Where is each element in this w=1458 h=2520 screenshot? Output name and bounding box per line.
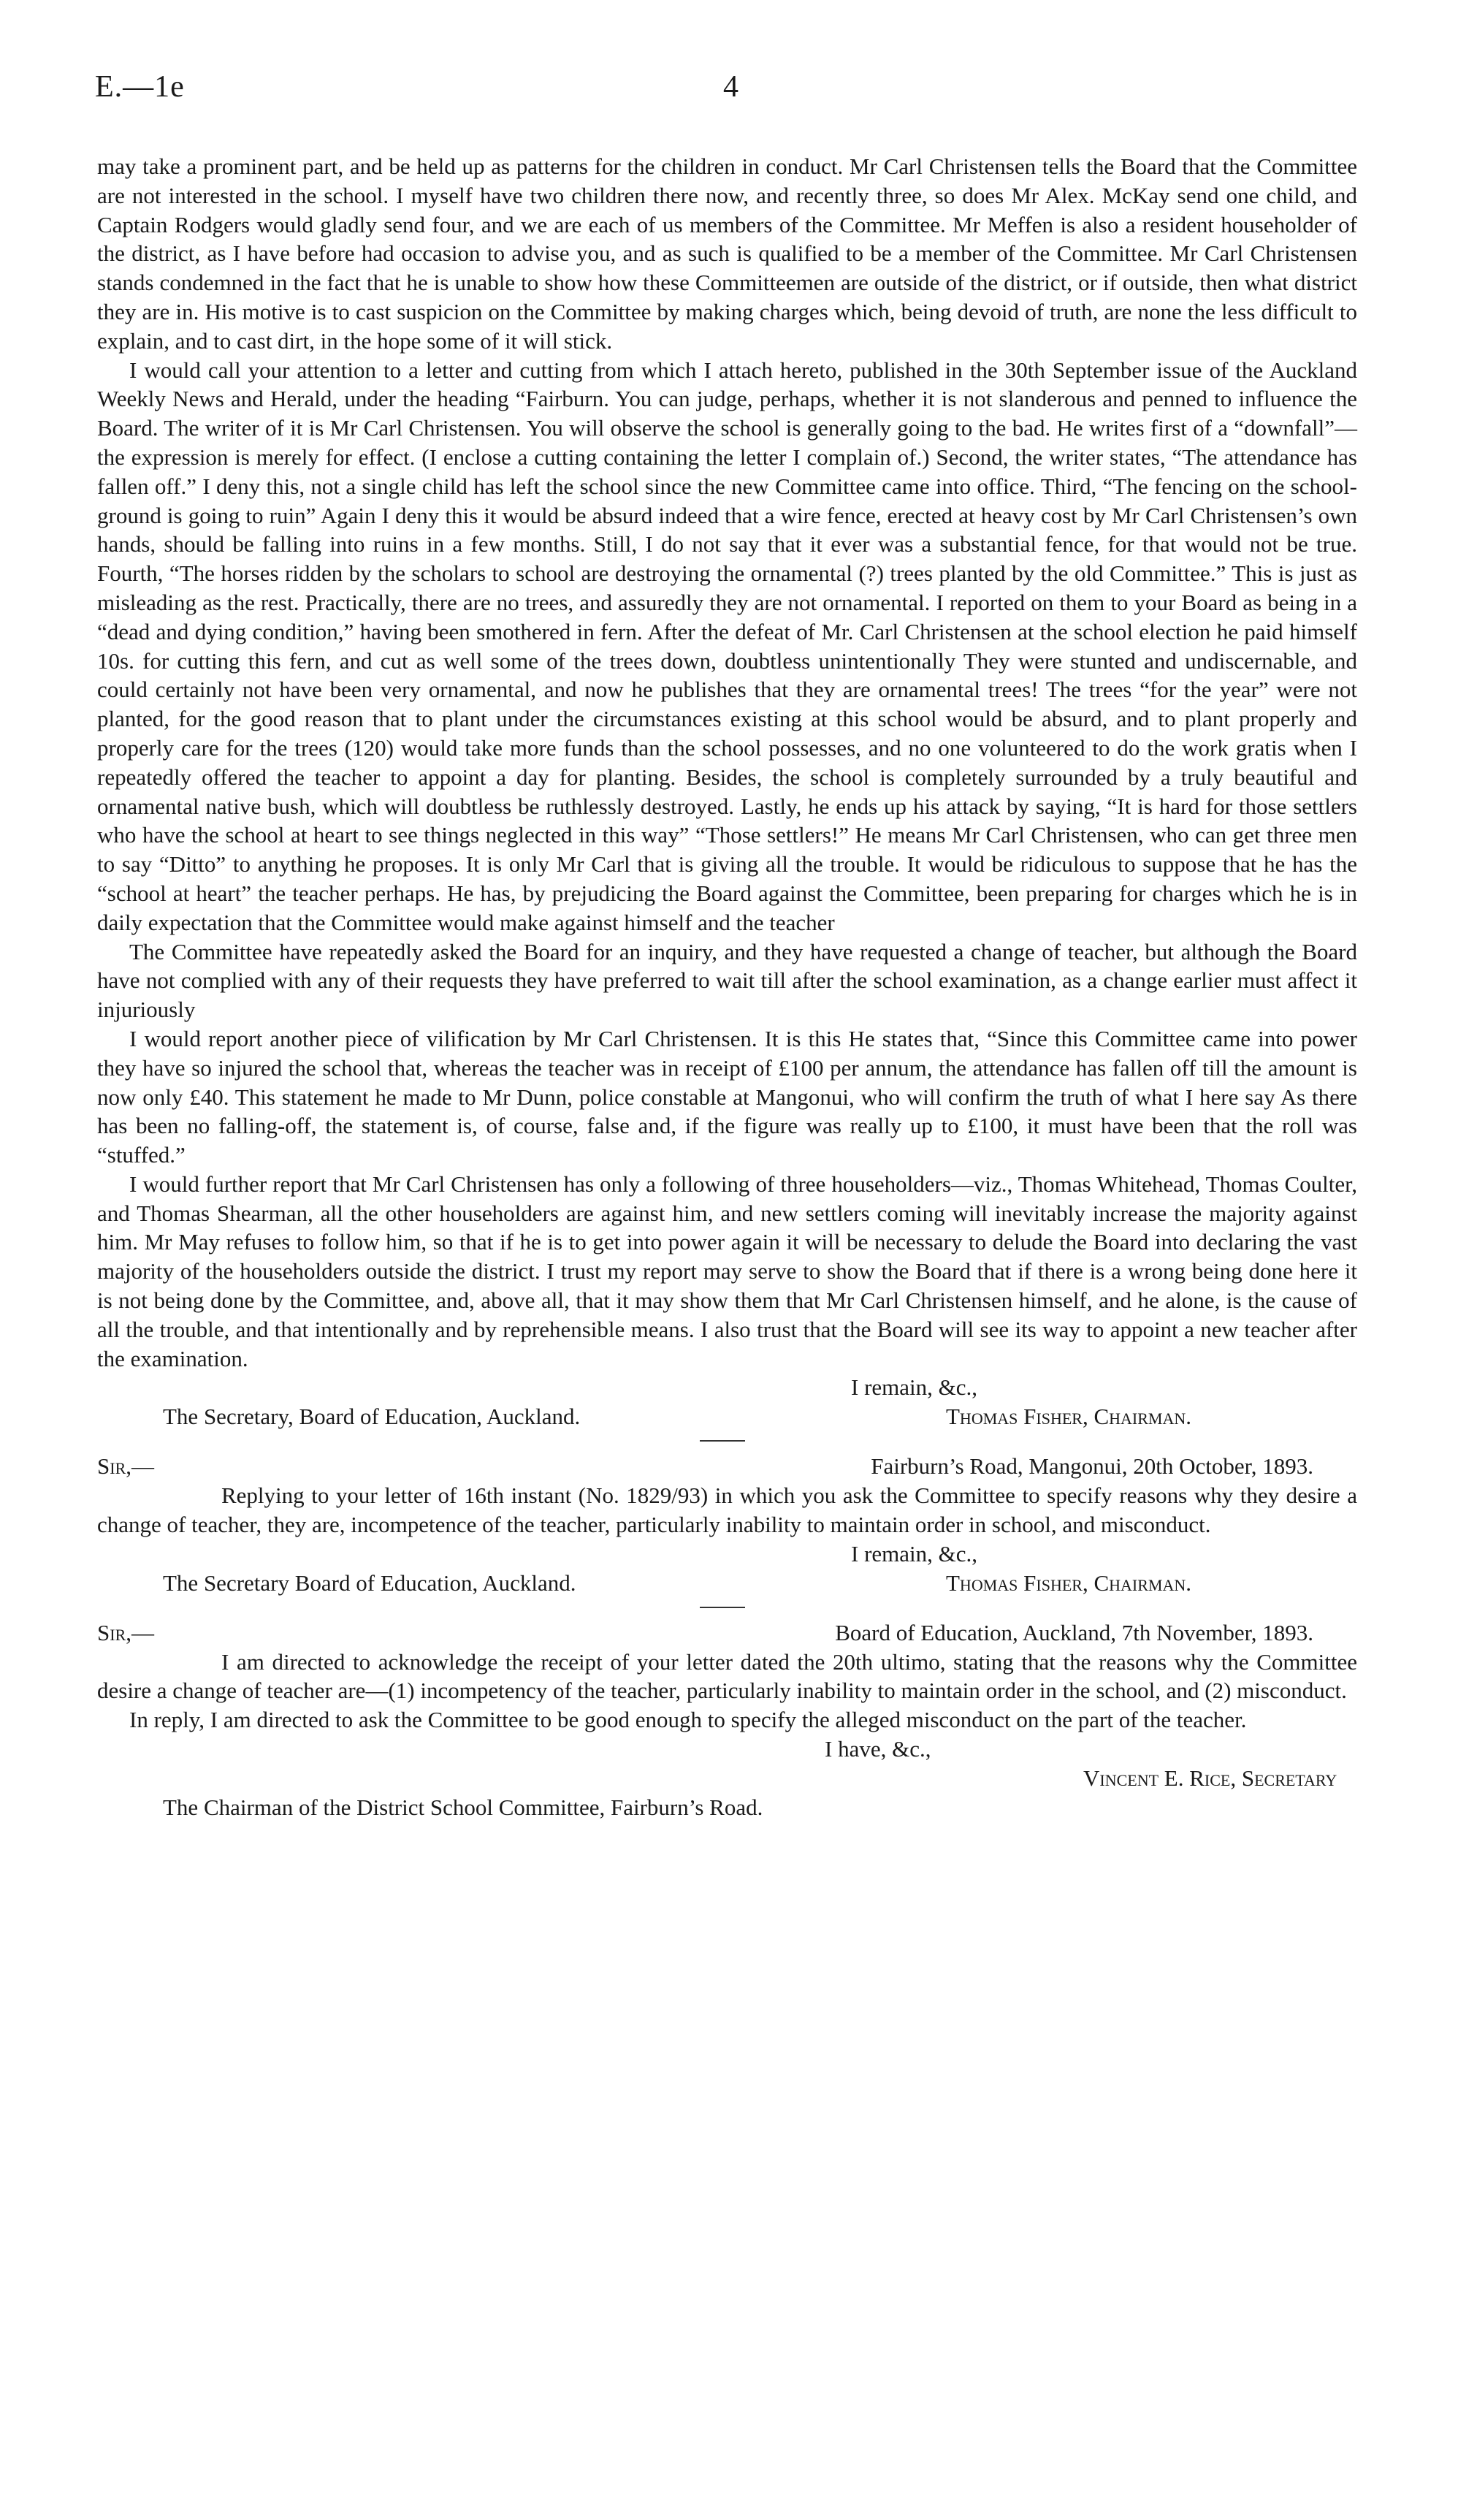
letter-body: Replying to your letter of 16th instant (No. 1829/93) in which you ask the Committee to specify reasons why they desire a change of teacher, they are, incompetence of the teacher, particularly inability to maintain order in school, and misconduct. [97,1482,1357,1538]
salutation-line [97,1618,1357,1648]
paragraph-newspaper-letter: I would call your attention to a letter and cutting from which I attach hereto, published in the 30th September issue of the Auckland Weekly News and Herald, under the heading “Fairburn. You can judge, perhaps, whether it is not slanderous and penned to influence the Board. The writer of it is Mr Carl Christensen. You will observe the school is generally going to the bad. He writes first of a “downfall”—the expression is merely for effect. (I enclose a cutting containing the letter I complain of.) Second, the writer states, “The attendance has fallen off.” I deny this, not a single child has left the school since the new Committee came into office. Third, “The fencing on the school-ground is going to ruin” Again I deny this it would be absurd indeed that a wire fence, erected at heavy cost by Mr Carl Christensen’s own hands, should be falling into ruins in a few months. Still, I do not say that it ever was a substantial fence, for that would not be true. Fourth, “The horses ridden by the scholars to school are destroying the ornamental (?) trees planted by the old Committee.” This is just as misleading as the rest. Practically, there are no trees, and assuredly they are not ornamental. I reported on them to your Board as being in a “dead and dying condition,” having been smothered in fern. After the defeat of Mr. Carl Christensen at the school election he paid himself 10s. for cutting this fern, and cut as well some of the trees down, doubtless unintentionally They were stunted and undiscernable, and could certainly not have been very ornamental, and now he publishes that they are ornamental trees! The trees “for the year” were not planted, for the good reason that to plant under the circumstances existing at this school would be absurd, and to plant properly and properly care for the trees (120) would take more funds than the school possesses, and no one volunteered to do the work gratis when I repeatedly offered the teacher to appoint a day for planting. Besides, the school is completely surrounded by a truly beautiful and ornamental native bush, which will doubtless be ruthlessly destroyed. Lastly, he ends up his attack by saying, “It is hard for those settlers who have the school at heart to see things neglected in this way” “Those settlers!” He means Mr Carl Christensen, who can get three men to say “Ditto” to anything he proposes. It is only Mr Carl that is giving all the trouble. It would be ridiculous to suppose that he has the “school at heart” the teacher perhaps. He has, by prejudicing the Board against the Committee, been preparing for charges which he is in daily expectation that the Committee would make against himself and the teacher [97,357,1357,935]
letter-close-line [97,1569,1357,1598]
salutation: Sir,— [97,1619,154,1645]
paragraph-continuation: may take a prominent part, and be held up as patterns for the children in conduct. Mr Carl Christensen tells the Board that the Committee are not interested in the school. I myself have two children there now, and recently three, so does Mr Alex. McKay send one child, and Captain Rodgers would gladly send four, and we are each of us members of the Committee. Mr Meffen is also a resident householder of the district, as I have before had occasion to advise you, and as such is qualified to be a member of the Committee. Mr Carl Christensen stands condemned in the fact that he is unable to show how these Committeemen are outside of the district, or if outside, then what district they are in. His motive is to cast suspicion on the Committee by making charges which, being devoid of truth, are none the less difficult to explain, and to cast dirt, in the hope some of it will stick. [97,153,1357,354]
letter-closing: I have, &c., [825,1736,931,1762]
letter-board-reply [97,1618,1357,1822]
salutation: Sir,— [97,1453,154,1480]
document-code: E.—1e [95,70,185,104]
letter-signature: Vincent E. Rice, Secretary [1083,1765,1337,1792]
closing-line [97,1735,1357,1764]
page-number: 4 [723,70,738,104]
letter-remain: I remain, &c., [851,1540,978,1567]
letter-remain: I remain, &c., [851,1374,978,1401]
letter-signature: Thomas Fisher, Chairman. [946,1569,1191,1596]
paragraph-householders: I would further report that Mr Carl Christensen has only a following of three householders—viz., Thomas Whitehead, Thomas Coulter, and Thomas Shearman, all the other householders are against him, and new settlers coming will inevitably increase the majority against him. Mr May refuses to follow him, so that if he is to get into power again it will be necessary to delude the Board into declaring the vast majority of the householders outside the district. I trust my report may serve to show the Board that if there is a wrong being done here it is not being done by the Committee, and, above all, that it may show them that Mr Carl Christensen himself, and he alone, is the cause of all the trouble, and that intentionally and by reprehensible means. I also trust that the Board will see its way to appoint a new teacher after the examination. [97,1170,1357,1371]
letter-reasons [97,1452,1357,1597]
salutation-line [97,1452,1357,1481]
place-date: Board of Education, Auckland, 7th November, 1893. [835,1619,1313,1645]
paragraph-inquiry-request: The Committee have repeatedly asked the Board for an inquiry, and they have requested a change of teacher, but although the Board have not complied with any of their requests they have preferred to wait till after the school examination, as a change earlier must affect it injuriously [97,938,1357,1023]
letter-body-reply: In reply, I am directed to ask the Committee to be good enough to specify the alleged misconduct on the part of the teacher. [129,1707,1247,1733]
letter-addressee: The Secretary Board of Education, Auckland. [163,1569,576,1596]
letter-signature: Thomas Fisher, Chairman. [946,1404,1191,1430]
letter-chairman-report [97,152,1357,1431]
letter-body: I am directed to acknowledge the receipt of your letter dated the 20th ultimo, stating that the reasons why the Committee desire a change of teacher are—(1) incompetency of the teacher, particularly inability to maintain order in the school, and (2) misconduct. [97,1648,1357,1704]
letter-addressee: The Chairman of the District School Committee, Fairburn’s Road. [163,1794,763,1820]
section-divider [700,1607,745,1608]
page-header [95,70,1363,117]
letter-close-line [97,1402,1357,1431]
document-body [97,152,1357,1822]
paragraph-vilification: I would report another piece of vilification by Mr Carl Christensen. It is this He states that, “Since this Committee came into power they have so injured the school that, whereas the teacher was in receipt of £100 per annum, the attendance has fallen off till the amount is now only £40. This statement he made to Mr Dunn, police constable at Mangonui, who will confirm the truth of what I here say As there has been no falling-off, the statement is, of course, false and, if the figure was really up to £100, it must have been that the roll was “stuffed.” [97,1025,1357,1168]
letter-addressee: The Secretary, Board of Education, Auckland. [163,1404,581,1430]
section-divider [700,1440,745,1442]
place-date: Fairburn’s Road, Mangonui, 20th October, 1893. [871,1453,1313,1480]
